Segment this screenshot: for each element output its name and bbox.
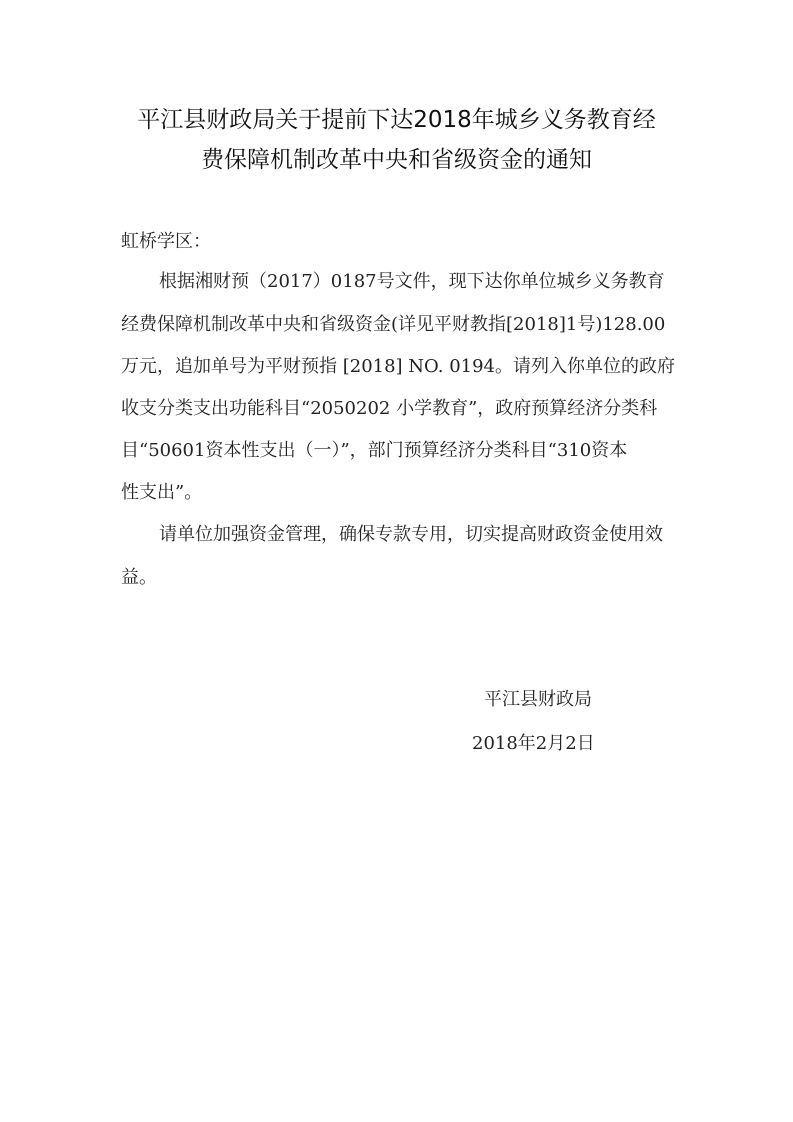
paragraph-2-line: 请单位加强资金管理，确保专款专用，切实提高财政资金使用效 [159,524,663,545]
paragraph-2-line: 益。 [121,567,157,588]
paragraph-1-line: 目“50601资本性支出（一）”，部门预算经济分类科目“310资本 [121,440,628,461]
paragraph-1-line: 万元，追加单号为平财预指 [2018] NO. 0194。请列入你单位的政府 [121,356,675,377]
document-title-line-1: 平江县财政局关于提前下达2018年城乡义务教育经 [137,107,656,133]
paragraph-1-line: 根据湘财预（2017）0187号文件，现下达你单位城乡义务教育 [159,271,665,292]
paragraph-1-line: 性支出”。 [121,482,203,503]
paragraph-1-line: 经费保障机制改革中央和省级资金(详见平财教指[2018]1号)128.00 [121,314,666,335]
document-title-line-2: 费保障机制改革中央和省级资金的通知 [201,147,592,173]
paragraph-1-line: 收支分类支出功能科目“2050202 小学教育”，政府预算经济分类科 [121,398,658,419]
issuer-name: 平江县财政局 [484,689,592,710]
issue-date: 2018年2月2日 [472,733,595,754]
recipient: 虹桥学区： [121,231,211,252]
